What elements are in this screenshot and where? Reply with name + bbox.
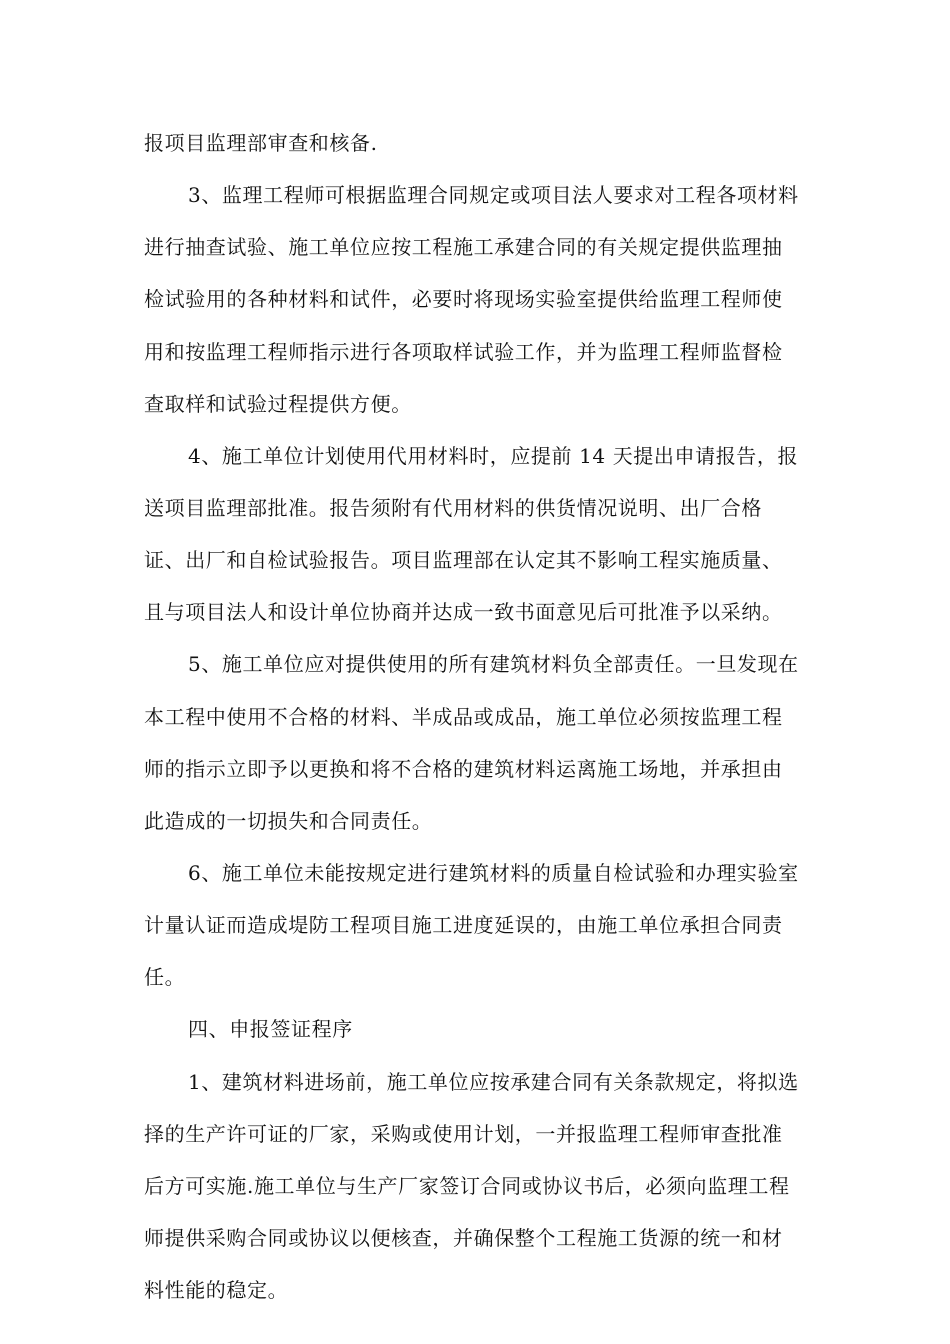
paragraph-6-line: 6、施工单位未能按规定进行建筑材料的质量自检试验和办理实验室	[188, 861, 799, 885]
text-line: 查取样和试验过程提供方便。	[144, 392, 412, 416]
paragraph-1-line: 1、建筑材料进场前，施工单位应按承建合同有关条款规定，将拟选	[188, 1070, 799, 1094]
text-line: 料性能的稳定。	[144, 1278, 289, 1302]
text-line: 此造成的一切损失和合同责任。	[144, 809, 433, 833]
text-line: 后方可实施.施工单位与生产厂家签订合同或协议书后，必须向监理工程	[144, 1174, 790, 1198]
text-line: 任。	[144, 965, 186, 989]
text-line: 送项目监理部批准。报告须附有代用材料的供货情况说明、出厂合格	[144, 496, 762, 520]
text-line: 择的生产许可证的厂家，采购或使用计划，一并报监理工程师审查批准	[144, 1122, 783, 1146]
text-line: 证、出厂和自检试验报告。项目监理部在认定其不影响工程实施质量、	[144, 548, 783, 572]
text-line: 本工程中使用不合格的材料、半成品或成品，施工单位必须按监理工程	[144, 705, 783, 729]
text-line: 师的指示立即予以更换和将不合格的建筑材料运离施工场地，并承担由	[144, 757, 783, 781]
text-line: 且与项目法人和设计单位协商并达成一致书面意见后可批准予以采纳。	[144, 600, 783, 624]
text-line: 检试验用的各种材料和试件，必要时将现场实验室提供给监理工程师使	[144, 287, 783, 311]
text-line: 计量认证而造成堤防工程项目施工进度延误的，由施工单位承担合同责	[144, 913, 783, 937]
text-line: 报项目监理部审查和核备.	[144, 131, 378, 155]
section-heading: 四、申报签证程序	[188, 1017, 353, 1041]
paragraph-4-line: 4、施工单位计划使用代用材料时，应提前 14 天提出申请报告，报	[188, 444, 799, 468]
text-line: 用和按监理工程师指示进行各项取样试验工作，并为监理工程师监督检	[144, 340, 783, 364]
paragraph-3-line: 3、监理工程师可根据监理合同规定或项目法人要求对工程各项材料	[188, 183, 799, 207]
text-line: 进行抽查试验、施工单位应按工程施工承建合同的有关规定提供监理抽	[144, 235, 783, 259]
paragraph-5-line: 5、施工单位应对提供使用的所有建筑材料负全部责任。一旦发现在	[188, 652, 799, 676]
text-line: 师提供采购合同或协议以便核查，并确保整个工程施工货源的统一和材	[144, 1226, 783, 1250]
